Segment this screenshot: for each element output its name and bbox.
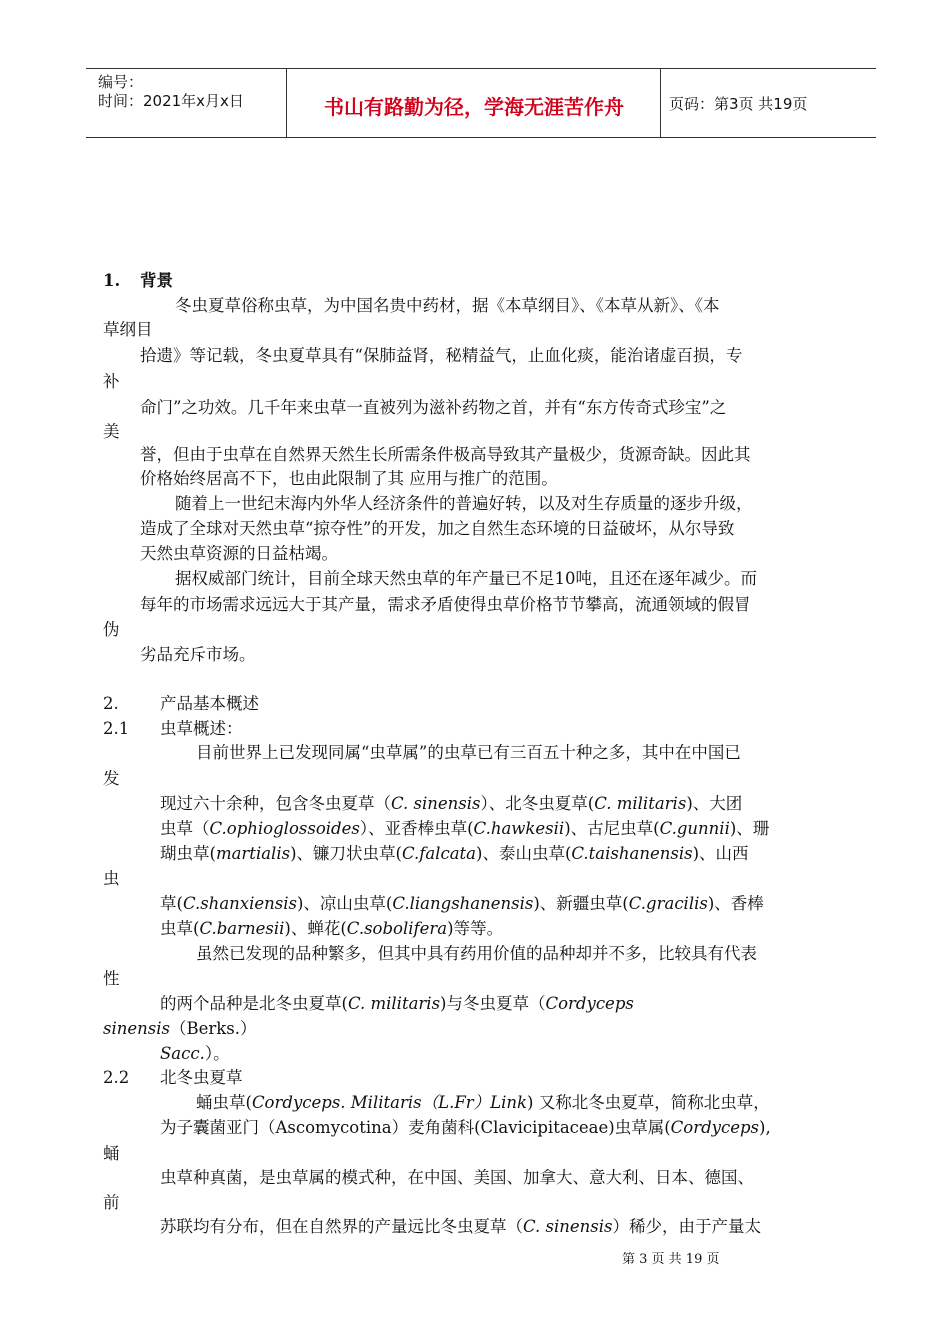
- paragraph-line: [103, 1018, 256, 1040]
- species-name: C.gunnii: [659, 819, 730, 838]
- paragraph-line: [160, 1043, 230, 1065]
- paragraph-line: 虽然已发现的品种繁多，但其中具有药用价值的品种却并不多，比较具有代表: [196, 944, 757, 963]
- paragraph-line: [160, 1117, 771, 1139]
- paragraph-line: 虫草种真菌，是虫草属的模式种，在中国、美国、加拿大、意大利、日本、德国、: [160, 1168, 754, 1187]
- paragraph-line: [160, 1216, 761, 1238]
- time-label: 时间：2021年x月x日: [98, 92, 244, 110]
- species-name: Sacc.: [160, 1044, 205, 1063]
- text-run: )等等。: [447, 919, 504, 938]
- paragraph-line: 每年的市场需求远远大于其产量，需求矛盾使得虫草价格节节攀高，流通领域的假冒: [140, 595, 751, 614]
- subsection-number: 2.2: [103, 1068, 130, 1087]
- text-run: )、蝉花(: [284, 919, 347, 938]
- text-run: )、新疆虫草(: [533, 894, 629, 913]
- text-run: ),: [759, 1118, 771, 1137]
- paragraph-line: 伪: [103, 620, 120, 639]
- page-header: [86, 68, 876, 138]
- subsection-title: 北冬虫夏草: [160, 1068, 243, 1087]
- text-run: ）、北冬虫夏草(: [480, 794, 595, 813]
- text-run: 为子囊菌亚门（Ascomycotina）麦角菌科(Clavicipitaceae)虫草属(: [160, 1118, 671, 1137]
- paragraph-line: [196, 1092, 770, 1114]
- paragraph-line: 蛹: [103, 1144, 120, 1163]
- species-name: martialis: [215, 844, 291, 863]
- paragraph-line: 据权威部门统计，目前全球天然虫草的年产量已不足10吨，且还在逐年减少。而: [175, 569, 757, 588]
- text-run: ）、亚香棒虫草(: [359, 819, 474, 838]
- paragraph-line: 天然虫草资源的日益枯竭。: [140, 544, 338, 563]
- text-run: )、古尼虫草(: [564, 819, 660, 838]
- text-run: ）。: [204, 1044, 230, 1063]
- paragraph-line: [160, 893, 764, 915]
- text-run: 蛹虫草(: [196, 1093, 252, 1112]
- paragraph-line: 价格始终居高不下，也由此限制了其 应用与推广的范围。: [140, 469, 558, 488]
- text-run: )与冬虫夏草（: [440, 994, 546, 1013]
- species-name: sinensis: [103, 1019, 170, 1038]
- text-run: 虫草（: [160, 819, 210, 838]
- text-run: 草(: [160, 894, 183, 913]
- text-run: )、镰刀状虫草(: [290, 844, 402, 863]
- header-divider: [286, 69, 287, 137]
- paragraph-line: 发: [103, 769, 120, 788]
- page-footer: 第 3 页 共 19 页: [622, 1252, 720, 1267]
- text-run: 现过六十余种，包含冬虫夏草（: [160, 794, 391, 813]
- header-meta: [98, 73, 244, 111]
- species-name: C.barnesii: [199, 919, 285, 938]
- text-run: ) 又称北冬虫夏草，简称北虫草，: [527, 1093, 770, 1112]
- section-title: 产品基本概述: [160, 694, 259, 713]
- species-name: C.ophioglossoides: [209, 819, 360, 838]
- species-name: C. sinensis: [523, 1217, 613, 1236]
- species-name: C.shanxiensis: [182, 894, 297, 913]
- paragraph-line: [160, 843, 749, 865]
- text-run: )、凉山虫草(: [296, 894, 393, 913]
- text-run: )、泰山虫草(: [476, 844, 572, 863]
- species-name: C. militaris: [594, 794, 687, 813]
- paragraph-line: 目前世界上已发现同属“虫草属”的虫草已有三百五十种之多，其中在中国已: [196, 743, 741, 762]
- header-motto: 书山有路勤为径，学海无涯苦作舟: [324, 95, 624, 119]
- species-name: Cordyceps: [670, 1118, 760, 1137]
- text-run: ）稀少，由于产量太: [612, 1217, 762, 1236]
- species-name: Cordyceps. Militaris（L.Fr）Link: [251, 1093, 528, 1112]
- header-divider: [660, 69, 661, 137]
- text-run: 苏联均有分布，但在自然界的产量远比冬虫夏草（: [160, 1217, 523, 1236]
- paragraph-line: 草纲目: [103, 320, 153, 339]
- species-name: C.liangshanensis: [392, 894, 534, 913]
- paragraph-line: [160, 918, 503, 940]
- paragraph-line: 补: [103, 372, 120, 391]
- section-title: 背景: [140, 271, 173, 290]
- species-name: C.sobolifera: [346, 919, 448, 938]
- paragraph-line: 美: [103, 422, 120, 441]
- paragraph-line: 命门”之功效。几千年来虫草一直被列为滋补药物之首，并有“东方传奇式珍宝”之: [140, 398, 727, 417]
- section-number: 1.: [103, 271, 121, 290]
- subsection-title: 虫草概述：: [160, 719, 243, 738]
- paragraph-line: [160, 793, 742, 815]
- text-run: )、大团: [686, 794, 743, 813]
- species-name: C. militaris: [347, 994, 441, 1013]
- paragraph-line: [160, 818, 769, 840]
- paragraph-line: 性: [103, 969, 120, 988]
- text-run: 虫草(: [160, 919, 200, 938]
- paragraph-line: 拾遗》等记载，冬虫夏草具有“保肺益肾，秘精益气，止血化痰，能治诸虚百损，专: [140, 346, 743, 365]
- text-run: )、山西: [692, 844, 749, 863]
- doc-number-label: 编号：: [98, 73, 144, 91]
- species-name: Cordyceps: [545, 994, 634, 1013]
- paragraph-line: 冬虫夏草俗称虫草，为中国名贵中药材，据《本草纲目》、《本草从新》、《本: [175, 296, 720, 315]
- text-run: )、香棒: [707, 894, 764, 913]
- text-run: 瑚虫草(: [160, 844, 216, 863]
- paragraph-line: 随着上一世纪末海内外华人经济条件的普遍好转，以及对生存质量的逐步升级，: [175, 494, 753, 513]
- species-name: C. sinensis: [391, 794, 481, 813]
- paragraph-line: 前: [103, 1193, 120, 1212]
- paragraph-line: [160, 993, 634, 1015]
- subsection-number: 2.1: [103, 719, 130, 738]
- text-run: 的两个品种是北冬虫夏草(: [160, 994, 348, 1013]
- header-page-label: 页码：第3页 共19页: [669, 95, 808, 113]
- section-number: 2.: [103, 694, 119, 713]
- paragraph-line: 誉，但由于虫草在自然界天然生长所需条件极高导致其产量极少，货源奇缺。因此其: [140, 445, 751, 464]
- paragraph-line: 劣品充斥市场。: [140, 645, 256, 664]
- species-name: C.gracilis: [628, 894, 708, 913]
- paragraph-line: 虫: [103, 869, 120, 888]
- paragraph-line: 造成了全球对天然虫草“掠夺性”的开发，加之自然生态环境的日益破坏，从尔导致: [140, 519, 735, 538]
- text-run: )、珊: [729, 819, 770, 838]
- text-run: （Berks.）: [169, 1019, 257, 1038]
- species-name: C.taishanensis: [571, 844, 693, 863]
- species-name: C.hawkesii: [473, 819, 565, 838]
- species-name: C.falcata: [401, 844, 477, 863]
